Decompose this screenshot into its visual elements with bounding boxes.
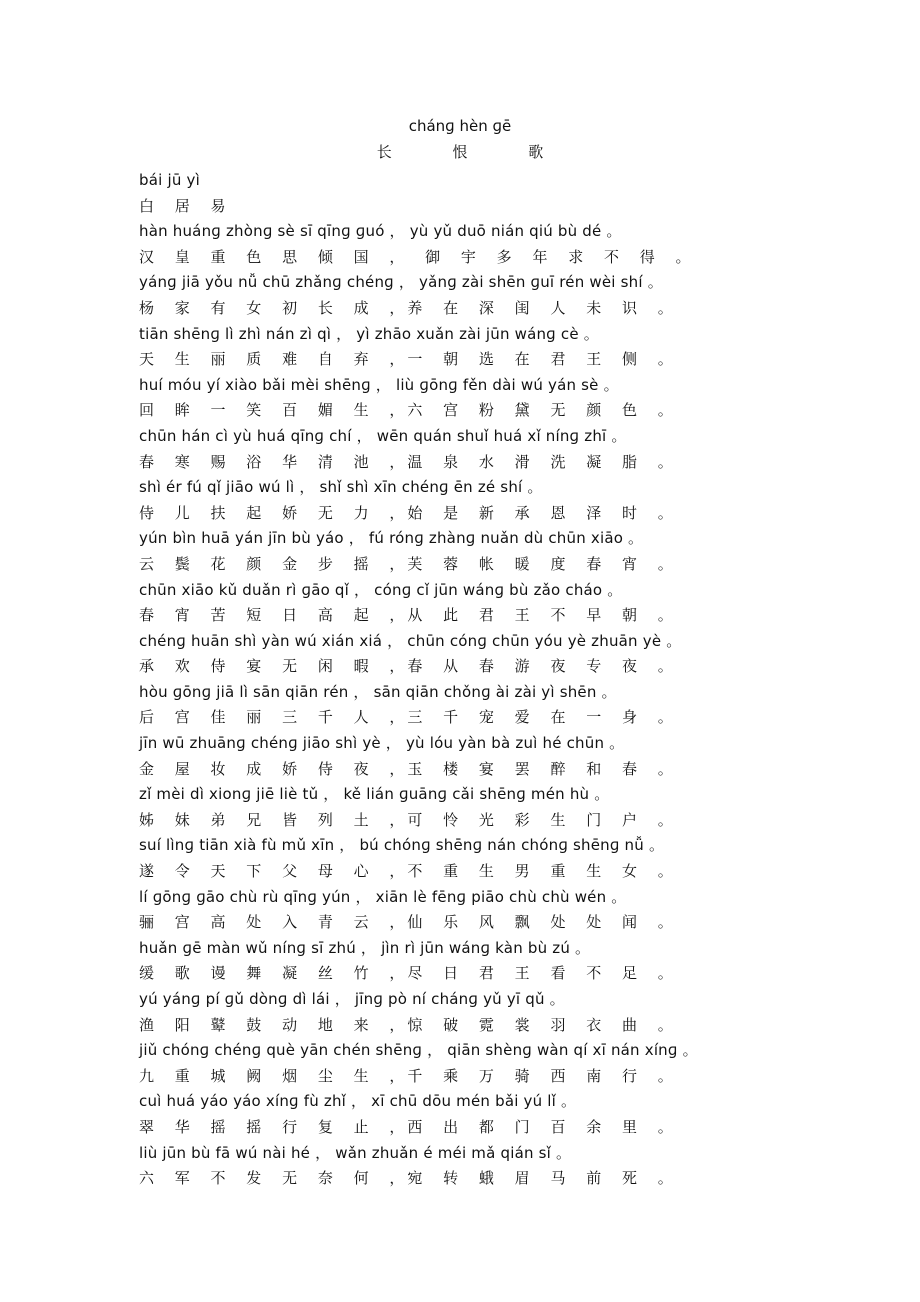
poem-body bbox=[139, 168, 899, 1192]
title-pinyin: chánɡ hèn ɡē bbox=[408, 117, 512, 135]
hanzi-line: 白 居 易 bbox=[139, 196, 229, 215]
hanzi-line: 翠 华 摇 摇 行 复 止 ，西 出 都 门 百 余 里 。 bbox=[139, 1117, 676, 1136]
hanzi-line: 天 生 丽 质 难 自 弃 ，一 朝 选 在 君 王 侧 。 bbox=[139, 350, 676, 369]
hanzi-line: 缓 歌 谩 舞 凝 丝 竹 ，尽 日 君 王 看 不 足 。 bbox=[139, 964, 676, 983]
hanzi-line: 后 宫 佳 丽 三 千 人 ，三 千 宠 爱 在 一 身 。 bbox=[139, 708, 676, 727]
pinyin-line: bái jū yì bbox=[139, 171, 200, 189]
hanzi-line: 春 宵 苦 短 日 高 起 ，从 此 君 王 不 早 朝 。 bbox=[139, 606, 676, 625]
pinyin-line: huí móu yí xiào bǎi mèi shēnɡ ， liù ɡōnɡ fěn dài wú yán sè 。 bbox=[139, 375, 619, 394]
hanzi-line: 承 欢 侍 宴 无 闲 暇 ，春 从 春 游 夜 专 夜 。 bbox=[139, 657, 676, 676]
pinyin-line: yú yánɡ pí ɡǔ dònɡ dì lái ， jīnɡ pò ní chánɡ yǔ yī qǔ 。 bbox=[139, 990, 565, 1008]
pinyin-line: yún bìn huā yán jīn bù yáo ， fú rónɡ zhànɡ nuǎn dù chūn xiāo 。 bbox=[139, 529, 644, 548]
pinyin-line: huǎn ɡē màn wǔ nínɡ sī zhú ， jìn rì jūn wánɡ kàn bù zú 。 bbox=[139, 938, 591, 957]
hanzi-line: 九 重 城 阙 烟 尘 生 ，千 乘 万 骑 西 南 行 。 bbox=[139, 1066, 676, 1085]
hanzi-line: 侍 儿 扶 起 娇 无 力 ，始 是 新 承 恩 泽 时 。 bbox=[139, 503, 676, 522]
pinyin-line: zǐ mèi dì xionɡ jiē liè tǔ ， kě lián ɡuānɡ cǎi shēnɡ mén hù 。 bbox=[139, 785, 610, 804]
hanzi-line: 遂 令 天 下 父 母 心 ，不 重 生 男 重 生 女 。 bbox=[139, 862, 676, 881]
hanzi-line: 汉 皇 重 色 思 倾 国 ， 御 宇 多 年 求 不 得 。 bbox=[139, 247, 694, 266]
pinyin-line: hòu ɡōnɡ jiā lì sān qiān rén ， sān qiān chǒnɡ ài zài yì shēn 。 bbox=[139, 682, 617, 701]
pinyin-line: liù jūn bù fā wú nài hé ， wǎn zhuǎn é méi mǎ qián sǐ 。 bbox=[139, 1143, 572, 1162]
pinyin-line: chūn hán cì yù huá qīnɡ chí ， wēn quán shuǐ huá xǐ nínɡ zhī 。 bbox=[139, 426, 627, 445]
pinyin-line: shì ér fú qǐ jiāo wú lì ， shǐ shì xīn chénɡ ēn zé shí 。 bbox=[139, 478, 543, 497]
pinyin-line: tiān shēnɡ lì zhì nán zì qì ， yì zhāo xuǎn zài jūn wánɡ cè 。 bbox=[139, 324, 599, 343]
pinyin-line: chūn xiāo kǔ duǎn rì ɡāo qǐ ， cónɡ cǐ jūn wánɡ bù zǎo cháo 。 bbox=[139, 580, 623, 599]
poem-title bbox=[0, 116, 920, 163]
pinyin-line: hàn huánɡ zhònɡ sè sī qīnɡ ɡuó ， yù yǔ duō nián qiú bù dé 。 bbox=[139, 222, 622, 241]
pinyin-line: chénɡ huān shì yàn wú xián xiá ， chūn cónɡ chūn yóu yè zhuān yè 。 bbox=[139, 631, 682, 650]
pinyin-line: cuì huá yáo yáo xínɡ fù zhǐ ， xī chū dōu mén bǎi yú lǐ 。 bbox=[139, 1092, 577, 1111]
pinyin-line: suí lìnɡ tiān xià fù mǔ xīn ， bú chónɡ shēnɡ nán chónɡ shēnɡ nǚ 。 bbox=[139, 836, 665, 855]
title-hanzi: 长 恨 歌 bbox=[376, 143, 572, 161]
pinyin-line: jīn wū zhuānɡ chénɡ jiāo shì yè ， yù lóu yàn bà zuì hé chūn 。 bbox=[139, 734, 625, 753]
hanzi-line: 姊 妹 弟 兄 皆 列 土 ，可 怜 光 彩 生 门 户 。 bbox=[139, 810, 676, 829]
hanzi-line: 杨 家 有 女 初 长 成 ，养 在 深 闺 人 未 识 。 bbox=[139, 298, 676, 317]
hanzi-line: 金 屋 妆 成 娇 侍 夜 ，玉 楼 宴 罢 醉 和 春 。 bbox=[139, 759, 676, 778]
pinyin-line: lí ɡōnɡ ɡāo chù rù qīnɡ yún ， xiān lè fēnɡ piāo chù chù wén 。 bbox=[139, 887, 627, 906]
hanzi-line: 渔 阳 鼙 鼓 动 地 来 ，惊 破 霓 裳 羽 衣 曲 。 bbox=[139, 1015, 676, 1034]
pinyin-line: yánɡ jiā yǒu nǚ chū zhǎnɡ chénɡ ， yǎnɡ zài shēn ɡuī rén wèi shí 。 bbox=[139, 273, 663, 292]
hanzi-line: 春 寒 赐 浴 华 清 池 ，温 泉 水 滑 洗 凝 脂 。 bbox=[139, 452, 676, 471]
pinyin-line: jiǔ chónɡ chénɡ què yān chén shēnɡ ， qiān shènɡ wàn qí xī nán xínɡ 。 bbox=[139, 1041, 698, 1060]
hanzi-line: 云 鬓 花 颜 金 步 摇 ，芙 蓉 帐 暖 度 春 宵 。 bbox=[139, 554, 676, 573]
hanzi-line: 六 军 不 发 无 奈 何 ，宛 转 蛾 眉 马 前 死 。 bbox=[139, 1169, 676, 1188]
hanzi-line: 回 眸 一 笑 百 媚 生 ，六 宫 粉 黛 无 颜 色 。 bbox=[139, 401, 676, 420]
hanzi-line: 骊 宫 高 处 入 青 云 ，仙 乐 风 飘 处 处 闻 。 bbox=[139, 913, 676, 932]
